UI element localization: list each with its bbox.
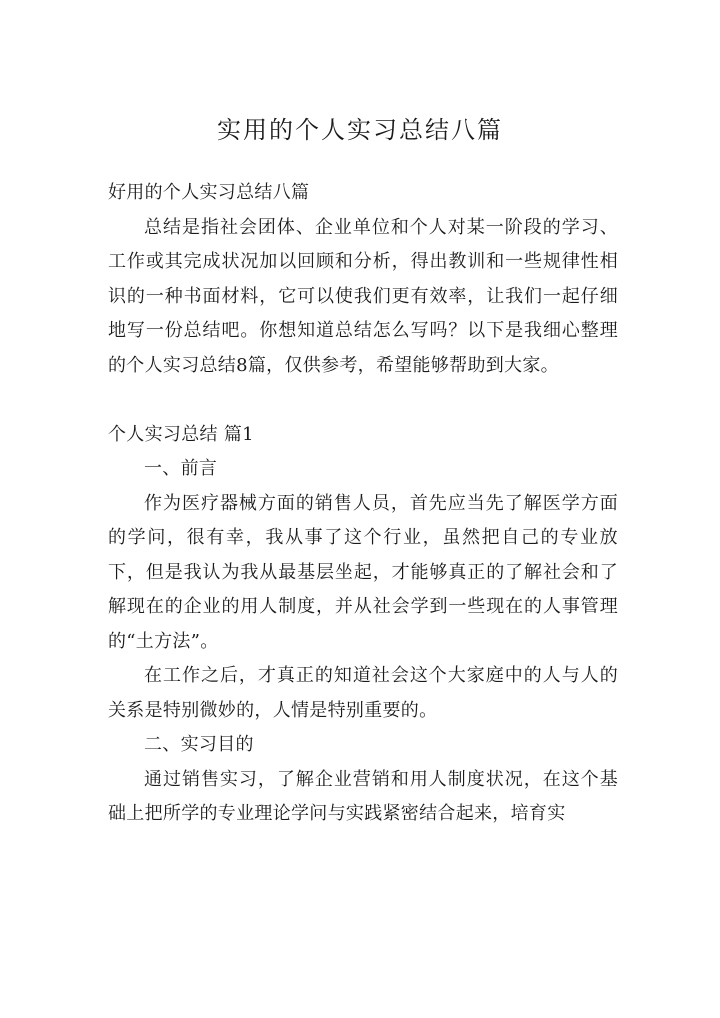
preface-heading: 一、前言 [144,458,218,479]
blank-line [108,383,618,418]
purpose-paragraph-1: 通过销售实习，了解企业营销和用人制度状况，在这个基础上把所学的专业理论学问与实践紧密结合起来，培育实 [108,768,618,824]
document-title: 实用的个人实习总结八篇 [217,116,503,144]
document-body [108,176,618,832]
purpose-heading: 二、实习目的 [144,734,254,755]
section-heading: 个人实习总结 篇1 [108,423,254,445]
intro-paragraph: 总结是指社会团体、企业单位和个人对某一阶段的学习、工作或其完成状况加以回顾和分析，得出教训和一些规律性相识的一种书面材料，它可以使我们更有效率，让我们一起仔细地写一份总结吧。你想知道总结怎么写吗？以下是我细心整理的个人实习总结8篇，仅供参考，希望能够帮助到大家。 [108,216,618,376]
preface-paragraph-2: 在工作之后，才真正的知道社会这个大家庭中的人与人的关系是特别微妙的，人情是特别重要的。 [108,665,618,721]
document-subtitle: 好用的个人实习总结八篇 [108,182,310,203]
preface-paragraph-1: 作为医疗器械方面的销售人员，首先应当先了解医学方面的学问，很有幸，我从事了这个行业，虽然把自己的专业放下，但是我认为我从最基层坐起，才能够真正的了解社会和了解现在的企业的用人制度，并从社会学到一些现在的人事管理的“土方法”。 [108,492,618,652]
